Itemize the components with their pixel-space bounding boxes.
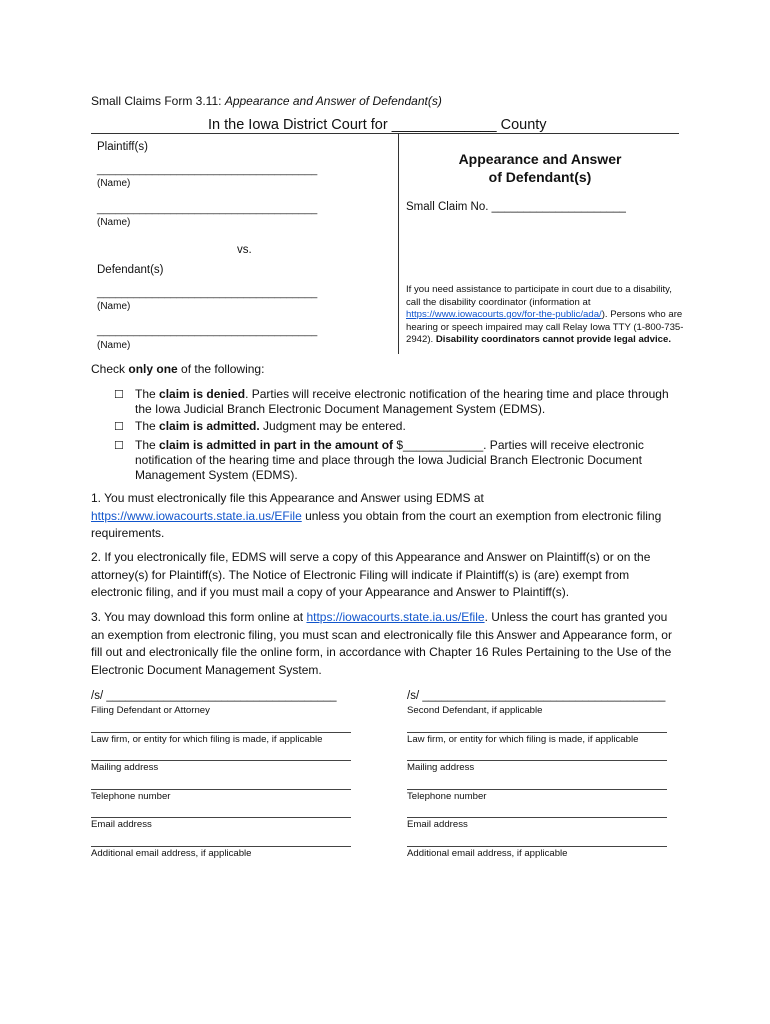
right-field-line[interactable] — [407, 817, 667, 818]
option-post: Judgment may be entered. — [259, 419, 406, 433]
left-field-line[interactable] — [91, 846, 351, 847]
left-label-filing-defendant: Filing Defendant or Attorney — [91, 705, 210, 716]
defendant-name-line-1[interactable]: ____________________________________ — [97, 287, 318, 299]
right-label-telephone: Telephone number — [407, 791, 487, 802]
check-instruction — [91, 362, 264, 376]
option-pre: The — [135, 419, 160, 433]
option-pre: The — [135, 438, 160, 452]
left-field-line[interactable] — [91, 732, 351, 733]
right-field-line[interactable] — [407, 789, 667, 790]
left-field-line[interactable] — [91, 817, 351, 818]
right-label-additional-email: Additional email address, if applicable — [407, 848, 568, 859]
paragraph-1 — [91, 490, 683, 543]
download-link[interactable]: https://iowacourts.state.ia.us/Efile — [306, 610, 485, 624]
p3-text: 3. You may download this form online at — [91, 610, 307, 624]
check-prefix: Check — [91, 362, 129, 376]
checkbox-icon[interactable]: ☐ — [114, 389, 124, 401]
plaintiff-name-line-1[interactable]: ____________________________________ — [97, 164, 318, 176]
option-text — [135, 438, 684, 483]
notice-text: If you need assistance to participate in court due to a disability, call the disability coordinator (information at — [406, 284, 672, 308]
option-claim-admitted-in-part[interactable] — [114, 438, 684, 483]
option-pre: The — [135, 387, 160, 401]
check-suffix: of the following: — [177, 362, 265, 376]
right-label-mailing-address: Mailing address — [407, 762, 475, 773]
option-bold: claim is admitted in part in the amount of — [159, 438, 394, 452]
checkbox-icon[interactable]: ☐ — [114, 421, 124, 433]
right-field-line[interactable] — [407, 846, 667, 847]
name-label: (Name) — [97, 301, 131, 312]
right-label-email: Email address — [407, 819, 468, 830]
form-title — [91, 94, 442, 108]
checkbox-icon[interactable]: ☐ — [114, 440, 124, 452]
p1-text: 1. You must electronically file this Appearance and Answer using EDMS at — [91, 491, 484, 505]
court-line: In the Iowa District Court for _____________ County — [208, 117, 547, 133]
left-label-additional-email: Additional email address, if applicable — [91, 848, 252, 859]
option-claim-denied[interactable] — [114, 387, 684, 417]
p1-text-2: unless you obtain from the court an exemption from electronic filing requirements. — [91, 508, 662, 540]
option-bold: claim is admitted. — [159, 419, 260, 433]
notice-bold-text: Disability coordinators cannot provide legal advice. — [435, 334, 671, 345]
form-title-italic: Appearance and Answer of Defendant(s) — [224, 94, 442, 108]
right-field-line[interactable] — [407, 760, 667, 761]
option-claim-admitted[interactable] — [114, 419, 684, 434]
left-signature-line[interactable]: /s/ ____________________________________ — [91, 690, 337, 702]
check-only-one: only one — [128, 362, 178, 376]
ada-link[interactable]: https://www.iowacourts.gov/for-the-public/ada/ — [406, 309, 602, 320]
left-label-email: Email address — [91, 819, 152, 830]
name-label: (Name) — [97, 340, 131, 351]
paragraph-2: 2. If you electronically file, EDMS will serve a copy of this Appearance and Answer on Plaintiff(s) or on the attorney(s) for Plaintiff(s). The Notice of Electronic Filing will indicate if Plaintiff(s) is (are) exempt from electronic filing, and if you must mail a copy of your Appearance and Answer to Plaintiff(s). — [91, 550, 651, 599]
option-post: $____________. Parties will receive electronic notification of the hearing time and place through the Iowa Judicial Branch Electronic Document Management System (EDMS). — [135, 438, 644, 482]
right-signature-line[interactable]: /s/ ______________________________________ — [407, 690, 666, 702]
option-text — [135, 387, 684, 417]
name-label: (Name) — [97, 217, 131, 228]
plaintiff-name-line-2[interactable]: ____________________________________ — [97, 203, 318, 215]
option-post: . Parties will receive electronic notification of the hearing time and place through the Iowa Judicial Branch Electronic Document Management System (EDMS). — [135, 387, 669, 416]
option-bold: claim is denied — [159, 387, 246, 401]
document-title-line-2: of Defendant(s) — [488, 169, 592, 185]
right-field-line[interactable] — [407, 732, 667, 733]
document-title — [400, 150, 680, 186]
right-label-law-firm: Law firm, or entity for which filing is made, if applicable — [407, 734, 639, 745]
small-claim-number[interactable]: Small Claim No. _____________________ — [406, 201, 626, 213]
document-title-line-1: Appearance and Answer — [458, 151, 622, 167]
left-field-line[interactable] — [91, 789, 351, 790]
paragraph-3 — [91, 609, 683, 679]
efile-link[interactable]: https://www.iowacourts.state.ia.us/EFile — [91, 508, 302, 523]
left-field-line[interactable] — [91, 760, 351, 761]
name-label: (Name) — [97, 178, 131, 189]
right-label-second-defendant: Second Defendant, if applicable — [407, 705, 543, 716]
defendants-label: Defendant(s) — [97, 264, 164, 276]
defendant-name-line-2[interactable]: ____________________________________ — [97, 325, 318, 337]
p3-text-2: . Unless the court has granted you an exemption from electronic filing, you must scan and electronically file this Answer and Appearance form, or fill out and electronically file the online form, in accordance with Chapter 16 Rules Pertaining to the Use of the Electronic Document Management System. — [91, 610, 672, 677]
option-text — [135, 419, 684, 434]
caption-top-rule — [91, 133, 679, 134]
plaintiffs-label: Plaintiff(s) — [97, 141, 148, 153]
left-label-telephone: Telephone number — [91, 791, 171, 802]
notice-text-2: ). Persons who are hearing or speech impaired may call Relay Iowa TTY (1-800-735-2942). — [406, 309, 684, 345]
disability-notice — [406, 284, 688, 347]
form-number: Small Claims Form 3.11: — [91, 94, 225, 108]
versus-label: vs. — [237, 244, 252, 256]
left-label-mailing-address: Mailing address — [91, 762, 159, 773]
left-label-law-firm: Law firm, or entity for which filing is made, if applicable — [91, 734, 323, 745]
caption-divider — [398, 134, 399, 354]
